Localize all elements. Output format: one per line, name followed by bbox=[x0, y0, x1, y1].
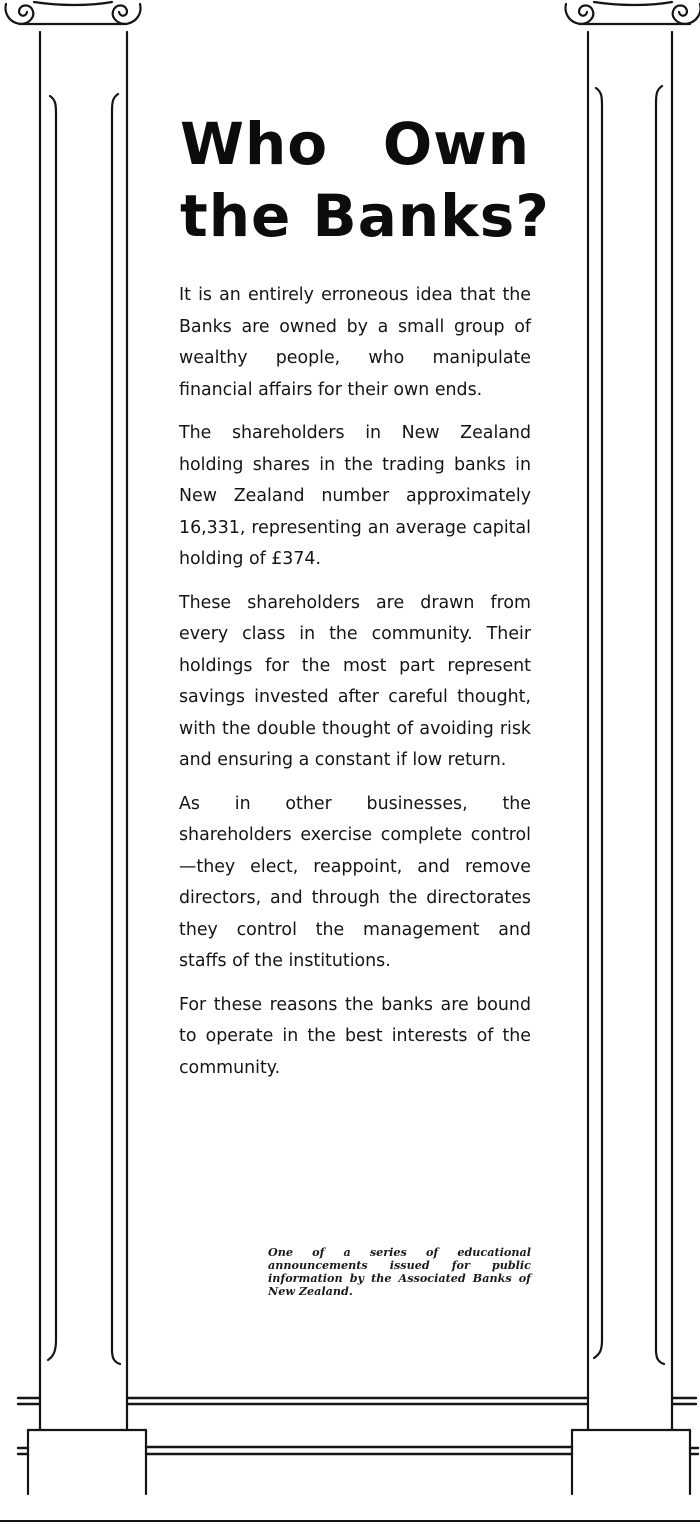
series-footnote: One of a series of educational announcements issued for public information by the Associated Banks of New Zealand. bbox=[268, 1245, 531, 1298]
article-body bbox=[179, 280, 531, 1096]
paragraph-3: These shareholders are drawn from every class in the community. Their holdings for the most part represent savings invested after careful thought, with the double thought of avoiding risk and ensuring a constant if low return. bbox=[179, 592, 531, 770]
headline bbox=[180, 108, 550, 252]
paragraph-1: It is an entirely erroneous idea that the Banks are owned by a small group of wealthy people, who manipulate financial affairs for their own ends. bbox=[179, 285, 531, 400]
plinth-rule-lines bbox=[0, 1398, 700, 1521]
paragraph-2: The shareholders in New Zealand holding shares in the trading banks in New Zealand number approximately 16,331, representing an average capital holding of £374. bbox=[179, 423, 531, 569]
headline-line-1: Who Own bbox=[180, 110, 530, 178]
left-column-icon bbox=[6, 2, 146, 1494]
right-column-icon bbox=[566, 2, 700, 1494]
paragraph-4: As in other businesses, the shareholders exercise complete control—they elect, reappoint, and remove directors, and through the directorates they control the management and staffs of the institutions. bbox=[179, 793, 531, 971]
paragraph-5: For these reasons the banks are bound to operate in the best interests of the community. bbox=[179, 994, 531, 1078]
headline-line-2: the Banks? bbox=[180, 182, 550, 250]
